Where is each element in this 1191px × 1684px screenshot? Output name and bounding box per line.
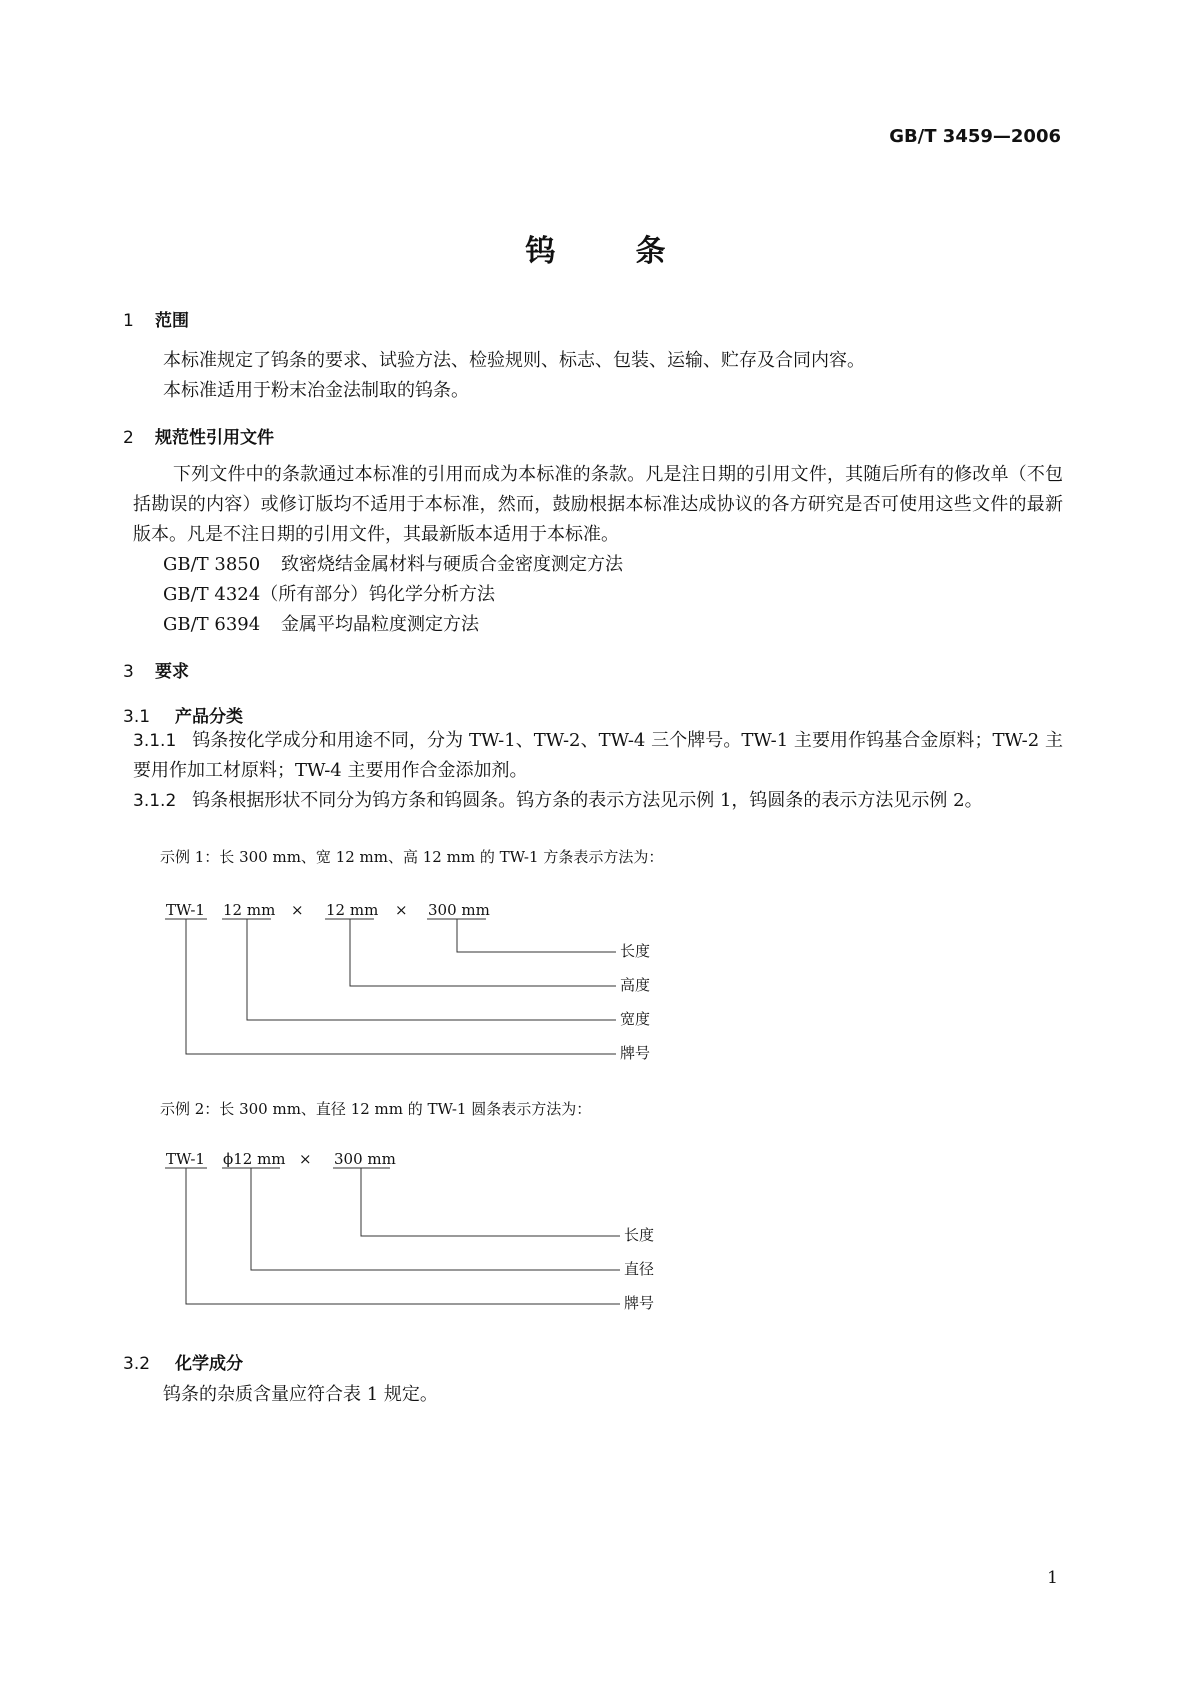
- example-2-grade: TW-1: [166, 1150, 205, 1168]
- example-1-height: 12 mm: [326, 901, 379, 919]
- section-1-paragraph-1: 本标准规定了钨条的要求、试验方法、检验规则、标志、包装、运输、贮存及合同内容。: [163, 350, 865, 371]
- section-number: 3.1: [123, 707, 151, 727]
- reference-name: 钨化学分析方法: [369, 584, 495, 605]
- section-3-2-heading: [123, 1349, 243, 1374]
- clause-number: 3.1.2: [133, 791, 177, 811]
- example-2-caption: 示例 2：长 300 mm、直径 12 mm 的 TW-1 圆条表示方法为：: [160, 1100, 592, 1118]
- example-1-grade: TW-1: [166, 901, 205, 919]
- clause-number: 3.1.1: [133, 731, 177, 751]
- section-title: 产品分类: [175, 707, 243, 727]
- document-title: 钨条: [525, 234, 746, 269]
- section-title: 规范性引用文件: [155, 428, 274, 448]
- example-1-times-1: ×: [291, 901, 304, 919]
- section-number: 3: [123, 662, 134, 682]
- example-1-length: 300 mm: [428, 901, 490, 919]
- clause-text: 钨条根据形状不同分为钨方条和钨圆条。钨方条的表示方法见示例 1，钨圆条的表示方法见示例 2。: [192, 790, 983, 811]
- reference-code: GB/T 6394: [163, 614, 261, 635]
- example-1-label-length: 长度: [620, 942, 651, 960]
- example-1-label-width: 宽度: [620, 1010, 651, 1028]
- standard-number: GB/T 3459—2006: [889, 126, 1061, 147]
- section-title: 范围: [155, 311, 189, 331]
- section-title: 化学成分: [175, 1354, 243, 1374]
- reference-code: GB/T 4324（所有部分）: [163, 584, 369, 605]
- example-2-label-grade: 牌号: [624, 1294, 655, 1312]
- reference-name: 金属平均晶粒度测定方法: [281, 614, 479, 635]
- section-number: 1: [123, 311, 134, 331]
- example-2-label-length: 长度: [624, 1226, 655, 1244]
- reference-code: GB/T 3850: [163, 554, 261, 575]
- leader-length: [361, 1168, 620, 1236]
- example-1-label-grade: 牌号: [620, 1044, 651, 1062]
- section-3-2-paragraph: 钨条的杂质含量应符合表 1 规定。: [163, 1384, 438, 1405]
- reference-name: 致密烧结金属材料与硬质合金密度测定方法: [281, 554, 623, 575]
- page-number: 1: [1047, 1568, 1058, 1588]
- section-number: 2: [123, 428, 134, 448]
- clause-text: 钨条按化学成分和用途不同，分为 TW-1、TW-2、TW-4 三个牌号。TW-1 主要用作钨基合金原料；TW-2 主要用作加工材原料；TW-4 主要用作合金添加剂。: [133, 730, 1063, 781]
- example-1-width: 12 mm: [223, 901, 276, 919]
- leader-diameter: [251, 1168, 620, 1270]
- section-title: 要求: [155, 662, 189, 682]
- section-number: 3.2: [123, 1354, 151, 1374]
- section-2-paragraph: 下列文件中的条款通过本标准的引用而成为本标准的条款。凡是注日期的引用文件，其随后所有的修改单（不包括勘误的内容）或修订版均不适用于本标准，然而，鼓励根据本标准达成协议的各方研究是否可使用这些文件的最新版本。凡是不注日期的引用文件，其最新版本适用于本标准。: [133, 464, 1063, 545]
- example-2-length: 300 mm: [334, 1150, 396, 1168]
- section-1-paragraph-2: 本标准适用于粉末冶金法制取的钨条。: [163, 380, 469, 401]
- example-1-caption: 示例 1：长 300 mm、宽 12 mm、高 12 mm 的 TW-1 方条表示方法为：: [160, 848, 664, 866]
- example-2-label-diameter: 直径: [624, 1260, 655, 1278]
- example-1-label-height: 高度: [620, 976, 651, 994]
- example-2-diameter: ϕ12 mm: [223, 1150, 286, 1168]
- example-1-times-2: ×: [395, 901, 408, 919]
- example-2-times: ×: [299, 1150, 312, 1168]
